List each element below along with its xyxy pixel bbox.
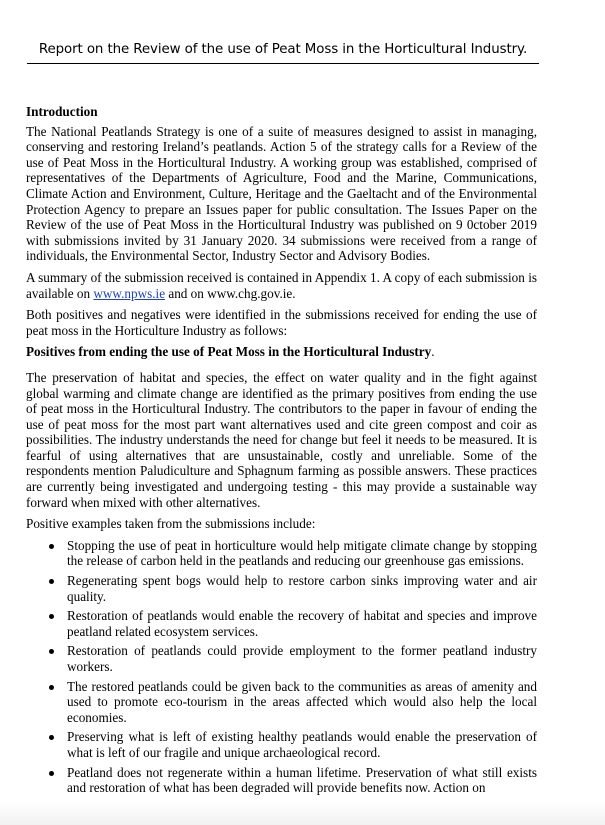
positives-heading-suffix: .: [431, 344, 435, 360]
npws-link[interactable]: www.npws.ie: [93, 285, 166, 301]
list-item: Regenerating spent bogs would help to restore carbon sinks improving water and air quality.: [67, 573, 537, 604]
positives-heading: [26, 344, 537, 360]
list-item: Peatland does not regenerate within a human lifetime. Preservation of what still exists and restoration of what has been degraded will provide benefits now. Action on: [67, 764, 537, 796]
introduction-paragraph-1: The National Peatlands Strategy is one of a suite of measures designed to assist in managing, conserving and restoring Ireland’s peatlands. Action 5 of the strategy calls for a Review of the use of Peat Moss in the Horticultural Industry. A working group was established, comprised of representatives of the Departments of Agriculture, Food and the Marine, Communications, Climate Action and Environment, Culture, Heritage and the Gaeltacht and of the Environmental Protection Agency to prepare an Issues paper for public consultation. The Issues Paper on the Review of the use of Peat Moss in the Horticultural Industry was published on 9 0ctober 2019 with submissions invited by 31 January 2020. 34 submissions were received from a range of individuals, the Environmental Sector, Industry Sector and Advisory Bodies.: [26, 123, 537, 264]
introduction-heading: Introduction: [26, 104, 98, 119]
paragraph-text: A summary of the submission received is contained in Appendix 1. A copy of each submission is available on: [26, 269, 537, 301]
paragraph-text: and on www.chg.gov.ie.: [165, 285, 296, 301]
list-item: Restoration of peatlands would enable the recovery of habitat and species and improve peatland related ecosystem services.: [67, 608, 537, 639]
page-header-title: Report on the Review of the use of Peat Moss in the Horticultural Industry.: [38, 42, 528, 57]
list-item: Restoration of peatlands could provide employment to the former peatland industry workers.: [67, 643, 537, 674]
positives-heading-text: Positives from ending the use of Peat Moss in the Horticultural Industry: [26, 344, 432, 360]
page-bottom-fade: [0, 803, 605, 825]
positive-examples-list: [26, 538, 537, 796]
list-item: Preserving what is left of existing healthy peatlands would enable the preservation of what is left of our fragile and unique archaeological record.: [67, 729, 537, 760]
positive-examples-intro: Positive examples taken from the submissions include:: [26, 516, 316, 532]
positives-paragraph: The preservation of habitat and species, the effect on water quality and in the fight against global warming and climate change are identified as the primary positives from ending the use of peat moss in the Horticultural Industry. The contributors to the paper in favour of ending the use of peat moss for the most part want alternatives used and cite green compost and coir as possibilities. The industry understands the need for change but feel it needs to be measured. It is fearful of using alternatives that are unsustainable, costly and unreliable. Some of the respondents mention Paludiculture and Sphagnum farming as possible answers. These practices are currently being investigated and undergoing testing - this may provide a sustainable way forward when mixed with other alternatives.: [26, 369, 537, 510]
document-body: [26, 104, 537, 800]
introduction-paragraph-2: [26, 270, 537, 301]
introduction-paragraph-3: Both positives and negatives were identified in the submissions received for ending the use of peat moss in the Horticulture Industry as follows:: [26, 307, 537, 338]
list-item: The restored peatlands could be given back to the communities as areas of amenity and used to promote eco-tourism in the areas affected which would also help the local economies.: [67, 678, 537, 725]
header-rule: [27, 63, 539, 64]
list-item: Stopping the use of peat in horticulture would help mitigate climate change by stopping the release of carbon held in the peatlands and reducing our greenhouse gas emissions.: [67, 537, 537, 569]
